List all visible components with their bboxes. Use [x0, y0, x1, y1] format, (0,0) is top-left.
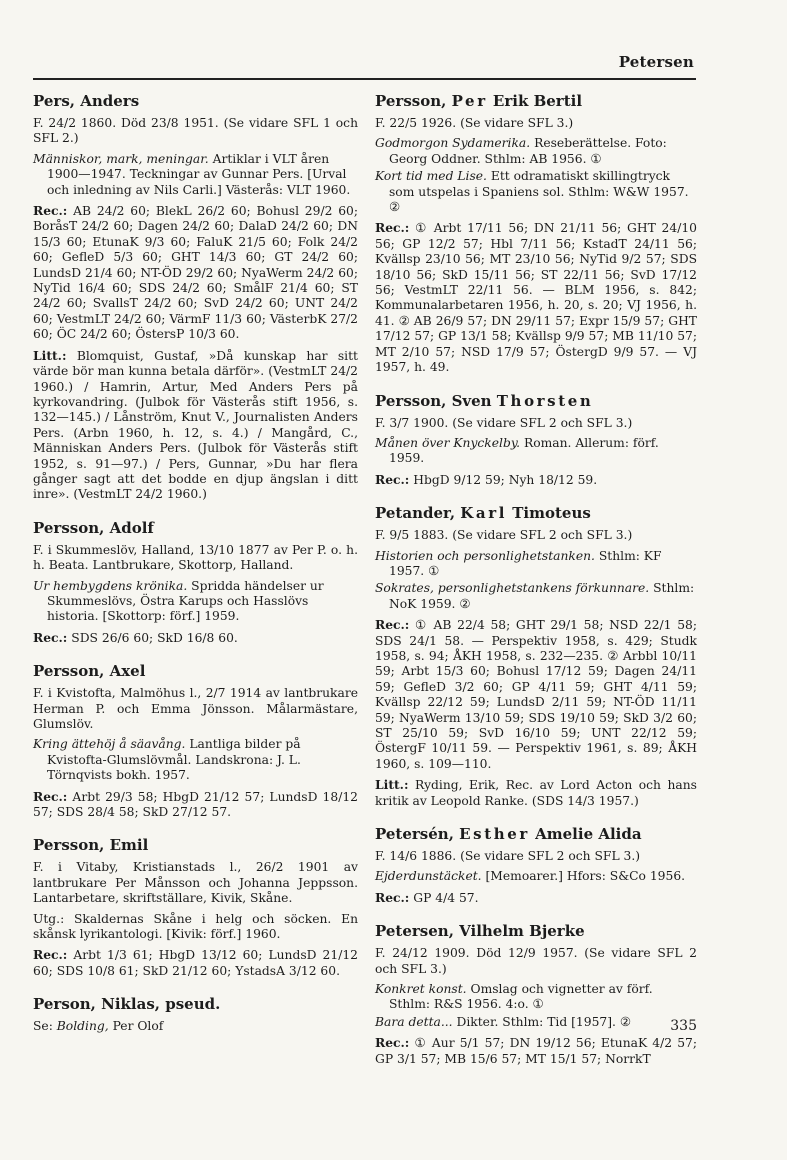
work-title: Sokrates, personlighetstankens förkunnare.: [375, 581, 650, 596]
heading-part: Persson, Sven: [375, 391, 497, 410]
work-details: Reseberättelse. Foto: Georg Oddner. Sthlm: AB 1956. ①: [389, 136, 667, 166]
entry-petersen-esther: [375, 825, 697, 906]
rec-text: ① AB 22/4 58; GHT 29/1 58; NSD 22/1 58; SDS 24/1 58. — Perspektiv 1958, s. 429; Studk 1958, s. 94; ÅKH 1958, s. 232—235. ② Arbbl 10/11 59; Arbt 15/3 60; Bohusl 17/12 59; Dagen 24/11 59; GefleD 3/2 60; GP 4/11 59; GHT 4/11 59; Kvällsp 22/12 59; LundsD 2/11 59; NT-ÖD 11/11 59; NyaWerm 13/10 59; SDS 19/10 59; SkD 3/2 60; ST 25/10 59; SvD 16/10 59; UNT 22/12 59; ÖstergF 10/11 59. — Perspektiv 1961, s. 89; ÅKH 1960, s. 109—110.: [375, 618, 697, 771]
heading-spaced-name: Per: [451, 92, 488, 110]
entry-bio: F. 14/6 1886. (Se vidare SFL 2 och SFL 3.): [375, 849, 641, 864]
entry-persson-emil: [33, 836, 358, 979]
entry-persson-sven: [375, 392, 697, 489]
right-column: [375, 92, 697, 1083]
rec-text: ① Aur 5/1 57; DN 19/12 56; EtunaK 4/2 57; GP 3/1 57; MB 15/6 57; MT 15/1 57; NorrkT: [375, 1036, 697, 1066]
see-target-rest: Per Olof: [108, 1019, 164, 1034]
rec-label: Rec.:: [375, 220, 410, 236]
work-title: Godmorgon Sydamerika.: [375, 136, 531, 151]
entry-heading: [375, 504, 697, 523]
rec-text: Arbt 1/3 61; HbgD 13/12 60; LundsD 21/12 60; SDS 10/8 61; SkD 21/12 60; YstadsA 3/12 60.: [33, 948, 358, 978]
see-target: Bolding,: [56, 1019, 109, 1034]
entry-reviews: [375, 617, 697, 772]
rec-label: Rec.:: [375, 617, 410, 633]
entry-bio: F. i Vitaby, Kristianstads l., 26/2 1901 av lantbrukare Per Månsson och Johanna Jeppsson. Lantarbetare, skriftställare, Kivik, Skåne.: [33, 860, 358, 906]
work-details: Sthlm: KF 1957. ①: [389, 548, 662, 578]
entry-bio: F. 3/7 1900. (Se vidare SFL 2 och SFL 3.): [375, 415, 633, 430]
entry-reviews: [33, 789, 358, 821]
entry-work: [375, 1015, 697, 1030]
entry-persson-per-erik: [375, 92, 697, 376]
entry-bio: F. i Kvistofta, Malmöhus l., 2/7 1914 av lantbrukare Herman P. och Emma Jönsson. Målarmästare, Glumslöv.: [33, 686, 358, 731]
entry-work: [375, 549, 697, 580]
entry-heading: Petersen, Vilhelm Bjerke: [375, 922, 585, 941]
heading-spaced-name: Thorsten: [496, 391, 594, 410]
entry-pers-anders: [33, 92, 358, 503]
entry-bio: F. 24/2 1860. Död 23/8 1951. (Se vidare SFL 1 och SFL 2.): [33, 116, 358, 146]
litt-text: Blomquist, Gustaf, »Då kunskap har sitt värde bör man kunna betala därför». (VestmLT 24/2 1960.) / Hamrin, Artur, Med Anders Pers på kyrkovandring. (Julbok för Västerås stift 1956, s. 132—145.) / Lånström, Knut V., Journalisten Anders Pers. (Arbn 1960, h. 12, s. 4.) / Mangård, C., Människan Anders Pers. (Julbok för Västerås stift 1952, s. 91—97.) / Pers, Gunnar, »Du har flera gånger sagt att det bodde en djup ängslan i ditt inre». (VestmLT 24/2 1960.): [33, 348, 358, 502]
heading-part: Petander,: [375, 504, 461, 523]
work-title: Månen över Knyckelby.: [375, 435, 521, 450]
rec-text: HbgD 9/12 59; Nyh 18/12 59.: [409, 472, 598, 487]
rec-label: Rec.:: [33, 947, 68, 963]
entry-work: [375, 869, 697, 884]
work-details: Lantliga bilder på Kvistofta-Glumslövmål. Landskrona: J. L. Törnqvists bokh. 1957.: [47, 737, 301, 783]
heading-spaced-name: Esther: [459, 825, 530, 844]
work-title: Kort tid med Lise.: [375, 169, 487, 184]
entry-work: [33, 579, 358, 625]
rec-text: Arbt 29/3 58; HbgD 21/12 57; LundsD 18/12 57; SDS 28/4 58; SkD 27/12 57.: [33, 789, 358, 820]
see-label: Se:: [33, 1019, 57, 1034]
work-title: Konkret konst.: [375, 982, 467, 997]
header-rule: [33, 78, 696, 80]
litt-text: Ryding, Erik, Rec. av Lord Acton och hans kritik av Leopold Ranke. (SDS 14/3 1957.): [375, 778, 697, 808]
work-title: Bara detta...: [375, 1014, 453, 1029]
entry-reviews: [375, 472, 697, 488]
entry-heading: Persson, Axel: [33, 662, 146, 681]
rec-label: Rec.:: [375, 471, 410, 487]
rec-label: Rec.:: [33, 629, 68, 645]
work-details: Dikter. Sthlm: Tid [1957]. ②: [452, 1014, 631, 1029]
entry-work: [375, 436, 697, 467]
work-details: Artiklar i VLT åren 1900—1947. Teckningar av Gunnar Pers. [Urval och inledning av Nils Carli.] Västerås: VLT 1960.: [47, 151, 351, 197]
rec-text: SDS 26/6 60; SkD 16/8 60.: [67, 630, 238, 645]
heading-part: Persson,: [375, 92, 452, 110]
entry-work: [33, 737, 358, 783]
entry-petersen-vilhelm: [375, 922, 697, 1067]
rec-label: Rec.:: [375, 1035, 410, 1051]
entry-bio: F. 9/5 1883. (Se vidare SFL 2 och SFL 3.): [375, 528, 633, 543]
work-title: Människor, mark, meningar.: [33, 151, 209, 166]
entry-heading: Pers, Anders: [33, 92, 140, 110]
entry-petander: [375, 504, 697, 809]
entry-work: [33, 152, 358, 198]
rec-label: Rec.:: [33, 788, 68, 804]
entry-reviews: [375, 890, 697, 906]
page-number: 335: [670, 1018, 697, 1034]
heading-part: Amelie Alida: [529, 825, 642, 844]
heading-part: Petersén,: [375, 825, 460, 844]
left-column: [33, 92, 358, 1051]
entry-heading: Person, Niklas, pseud.: [33, 995, 221, 1014]
heading-part: Timoteus: [507, 504, 591, 523]
work-title: Ur hembygdens krönika.: [33, 578, 188, 593]
entry-heading: [375, 825, 697, 844]
entry-work: [375, 581, 697, 612]
entry-bio: F. 24/12 1909. Död 12/9 1957. (Se vidare SFL 2 och SFL 3.): [375, 946, 697, 976]
heading-spaced-name: Karl: [460, 504, 508, 523]
work-details: Spridda händelser ur Skummeslövs, Östra Karups och Hasslövs historia. [Skottorp: förf.] 1959.: [47, 578, 324, 624]
work-details: Omslag och vignetter av förf. Sthlm: R&S 1956. 4:o. ①: [389, 982, 653, 1012]
entry-literature: [375, 777, 697, 809]
rec-text: ① Arbt 17/11 56; DN 21/11 56; GHT 24/10 56; GP 12/2 57; Hbl 7/11 56; KstadT 24/11 56; Kvällsp 23/10 56; MT 23/10 56; NyTid 9/2 57; SDS 18/10 56; SkD 15/11 56; ST 22/11 56; SvD 17/12 56; VestmLT 22/11 56. — BLM 1956, s. 842; Kommunalarbetaren 1956, h. 20, s. 20; VJ 1956, h. 41. ② AB 26/9 57; DN 29/11 57; Expr 15/9 57; GHT 17/12 57; GP 13/1 58; Kvällsp 9/9 57; MB 11/10 57; MT 2/10 57; NSD 17/9 57; ÖstergD 9/9 57. — VJ 1957, h. 49.: [375, 221, 697, 375]
work-title: Ejderdunstäcket.: [375, 869, 482, 884]
entry-edited-work: Utg.: Skaldernas Skåne i helg och söcken. En skånsk lyrikantologi. [Kivik: förf.] 1960.: [33, 911, 358, 942]
entry-persson-axel: [33, 662, 358, 820]
entry-heading: Persson, Emil: [33, 836, 149, 855]
entry-work: [375, 136, 697, 167]
work-details: Ett odramatiskt skillingtryck som utspelas i Spaniens sol. Sthlm: W&W 1957. ②: [389, 169, 689, 215]
rec-text: AB 24/2 60; BlekL 26/2 60; Bohusl 29/2 60; BoråsT 24/2 60; Dagen 24/2 60; DalaD 24/2 60; DN 15/3 60; EtunaK 9/3 60; FaluK 21/5 60; Folk 24/2 60; GefleD 5/3 60; GHT 14/3 60; GT 24/2 60; LundsD 21/4 60; NT-ÖD 29/2 60; NyaWerm 24/2 60; NyTid 16/4 60; SDS 24/2 60; SmålF 21/4 60; ST 24/2 60; SvallsT 24/2 60; SvD 24/2 60; UNT 24/2 60; VestmLT 24/2 60; VärmF 11/3 60; VästerbK 27/2 60; ÖC 24/2 60; ÖstersP 10/3 60.: [33, 204, 358, 342]
entry-reviews: [375, 220, 697, 375]
work-title: Kring ättehöj å säavång.: [33, 737, 186, 752]
entry-heading: [375, 392, 697, 411]
entry-bio: F. i Skummeslöv, Halland, 13/10 1877 av Per P. o. h. h. Beata. Lantbrukare, Skottorp, Halland.: [33, 542, 358, 573]
entry-reviews: [33, 630, 358, 646]
running-head: Petersen: [618, 53, 694, 71]
rec-label: Rec.:: [375, 889, 410, 905]
rec-text: GP 4/4 57.: [409, 890, 479, 905]
litt-label: Litt.:: [375, 777, 409, 793]
rec-label: Rec.:: [33, 203, 68, 219]
work-details: Sthlm: NoK 1959. ②: [389, 581, 695, 611]
entry-work: [375, 169, 697, 215]
entry-reviews: [33, 947, 358, 979]
entry-work: [375, 982, 697, 1013]
entry-reviews: [375, 1035, 697, 1067]
entry-see-reference: [33, 1019, 358, 1034]
work-details: Roman. Allerum: förf. 1959.: [389, 435, 659, 466]
work-title: Historien och personlighetstanken.: [375, 548, 595, 563]
heading-part: Erik Bertil: [487, 92, 583, 110]
entry-reviews: [33, 203, 358, 343]
entry-heading: [375, 92, 697, 111]
entry-persson-adolf: [33, 519, 358, 646]
entry-bio: F. 22/5 1926. (Se vidare SFL 3.): [375, 116, 574, 130]
entry-heading: Persson, Adolf: [33, 518, 154, 537]
work-details: [Memoarer.] Hfors: S&Co 1956.: [481, 869, 686, 884]
entry-person-niklas: [33, 995, 358, 1034]
litt-label: Litt.:: [33, 347, 67, 363]
entry-literature: [33, 348, 358, 503]
